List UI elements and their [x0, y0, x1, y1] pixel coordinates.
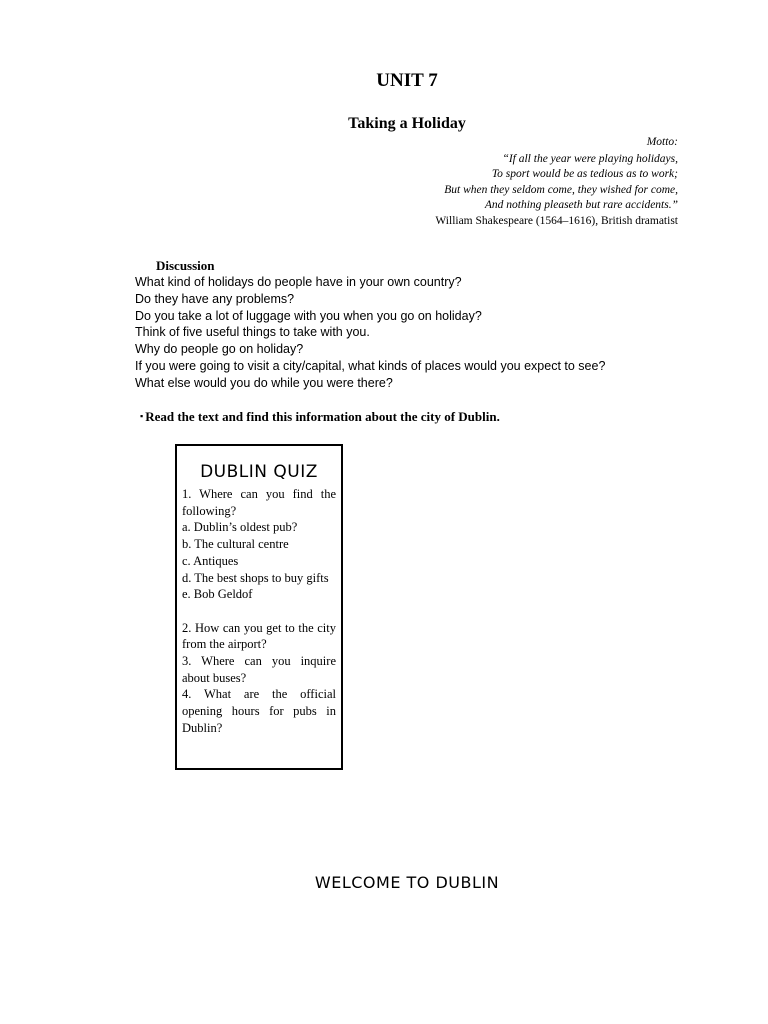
quiz-line: e. Bob Geldof [182, 587, 253, 602]
square-bullet-icon: ▪ [140, 411, 144, 421]
discussion-question: What kind of holidays do people have in your own country? [135, 275, 462, 289]
discussion-question: If you were going to visit a city/capital, what kinds of places would you expect to see? [135, 358, 606, 373]
motto-line: But when they seldom come, they wished for come, [444, 183, 678, 196]
quiz-line: 2. How can you get to the city from the airport? [182, 620, 336, 652]
motto-block [435, 135, 678, 229]
quiz-body [182, 486, 336, 737]
quiz-line: a. Dublin’s oldest pub? [182, 520, 298, 535]
discussion-question: Do they have any problems? [135, 291, 295, 306]
unit-title: UNIT 7 [376, 70, 438, 91]
reading-instruction [140, 409, 500, 425]
discussion-heading: Discussion [156, 258, 215, 273]
motto-line: To sport would be as tedious as to work; [491, 168, 678, 180]
motto-label: Motto: [646, 136, 678, 148]
quiz-line: 1. Where can you find the following? [182, 487, 336, 518]
quiz-line: d. The best shops to buy gifts [182, 570, 329, 585]
motto-line: “If all the year were playing holidays, [502, 152, 678, 165]
quiz-line: b. The cultural centre [182, 537, 289, 552]
quiz-line: 4. What are the official opening hours for pubs in Dublin? [182, 687, 336, 735]
discussion-question: Think of five useful things to take with you. [135, 325, 370, 340]
quiz-line: c. Antiques [182, 553, 239, 568]
instruction-text: Read the text and find this information about the city of Dublin. [145, 409, 500, 424]
welcome-heading: WELCOME TO DUBLIN [314, 873, 500, 892]
motto-line: And nothing pleaseth but rare accidents.” [484, 199, 678, 211]
motto-author: William Shakespeare (1564–1616), British dramatist [435, 214, 678, 227]
dublin-quiz-box [175, 444, 343, 770]
discussion-question: Why do people go on holiday? [135, 342, 304, 357]
quiz-line: 3. Where can you inquire about buses? [182, 654, 336, 685]
lesson-title: Taking a Holiday [348, 115, 466, 132]
discussion-question: What else would you do while you were there? [135, 375, 393, 390]
quiz-spacer [182, 603, 336, 620]
discussion-question: Do you take a lot of luggage with you when you go on holiday? [135, 308, 482, 323]
quiz-title: DUBLIN QUIZ [200, 462, 318, 482]
discussion-list [135, 274, 605, 392]
